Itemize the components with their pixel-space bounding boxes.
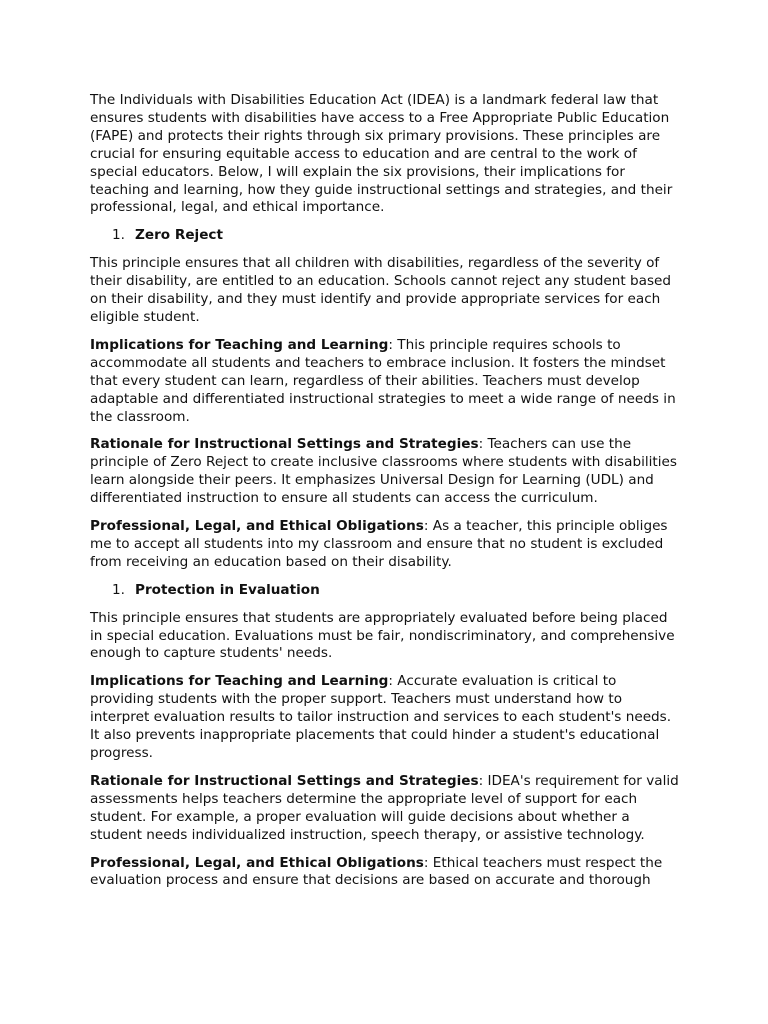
- rationale-label: Rationale for Instructional Settings and Strategies: [90, 772, 479, 789]
- section-title: Zero Reject: [135, 227, 223, 244]
- implications-paragraph: [90, 673, 682, 763]
- section-title: Protection in Evaluation: [135, 581, 320, 598]
- section-heading-protection-in-evaluation: [90, 582, 682, 600]
- implications-label: Implications for Teaching and Learning: [90, 336, 389, 353]
- obligations-paragraph: [90, 855, 682, 891]
- obligations-text: : Ethical teachers must respect the evaluation process and ensure that decisions are based on accurate and thorough: [90, 854, 663, 889]
- implications-text: : This principle requires schools to accommodate all students and teachers to embrace inclusion. It fosters the mindset that every student can learn, regardless of their abilities. Teachers must develop adaptable and differentiated instructional strategies to meet a wide range of needs in the classroom.: [90, 336, 676, 425]
- rationale-label: Rationale for Instructional Settings and Strategies: [90, 436, 479, 453]
- obligations-paragraph: [90, 518, 682, 572]
- rationale-paragraph: [90, 773, 682, 845]
- implications-paragraph: [90, 337, 682, 427]
- obligations-text: : As a teacher, this principle obliges me to accept all students into my classroom and ensure that no student is excluded from receiving an education based on their disability.: [90, 518, 668, 570]
- section-description: This principle ensures that students are appropriately evaluated before being placed in special education. Evaluations must be fair, nondiscriminatory, and comprehensive enough to capture students' needs.: [90, 609, 675, 662]
- document-page: [90, 92, 682, 900]
- section-heading-zero-reject: [90, 227, 682, 245]
- obligations-label: Professional, Legal, and Ethical Obligations: [90, 854, 424, 871]
- intro-paragraph: The Individuals with Disabilities Education Act (IDEA) is a landmark federal law that ensures students with disabilities have access to a Free Appropriate Public Education (FAPE) and protects their rights through six primary provisions. These principles are crucial for ensuring equitable access to education and are central to the work of special educators. Below, I will explain the six provisions, their implications for teaching and learning, how they guide instructional settings and strategies, and their professional, legal, and ethical importance.: [90, 92, 673, 216]
- section-number: 1.: [112, 581, 125, 598]
- section-description: This principle ensures that all children with disabilities, regardless of the severity of their disability, are entitled to an education. Schools cannot reject any student based on their disability, and they must identify and provide appropriate services for each eligible student.: [90, 255, 672, 325]
- rationale-paragraph: [90, 436, 682, 508]
- rationale-text: : Teachers can use the principle of Zero Reject to create inclusive classrooms where students with disabilities learn alongside their peers. It emphasizes Universal Design for Learning (UDL) and differentiated instruction to ensure all students can access the curriculum.: [90, 436, 677, 507]
- implications-text: : Accurate evaluation is critical to providing students with the proper support. Teachers must understand how to interpret evaluation results to tailor instruction and services to each student's needs. It also prevents inappropriate placements that could hinder a student's educational progress.: [90, 673, 672, 761]
- obligations-label: Professional, Legal, and Ethical Obligations: [90, 518, 424, 535]
- implications-label: Implications for Teaching and Learning: [90, 673, 389, 690]
- rationale-text: : IDEA's requirement for valid assessments helps teachers determine the appropriate level of support for each student. For example, a proper evaluation will guide decisions about whether a student needs individualized instruction, speech therapy, or assistive technology.: [90, 772, 679, 843]
- section-number: 1.: [112, 227, 125, 244]
